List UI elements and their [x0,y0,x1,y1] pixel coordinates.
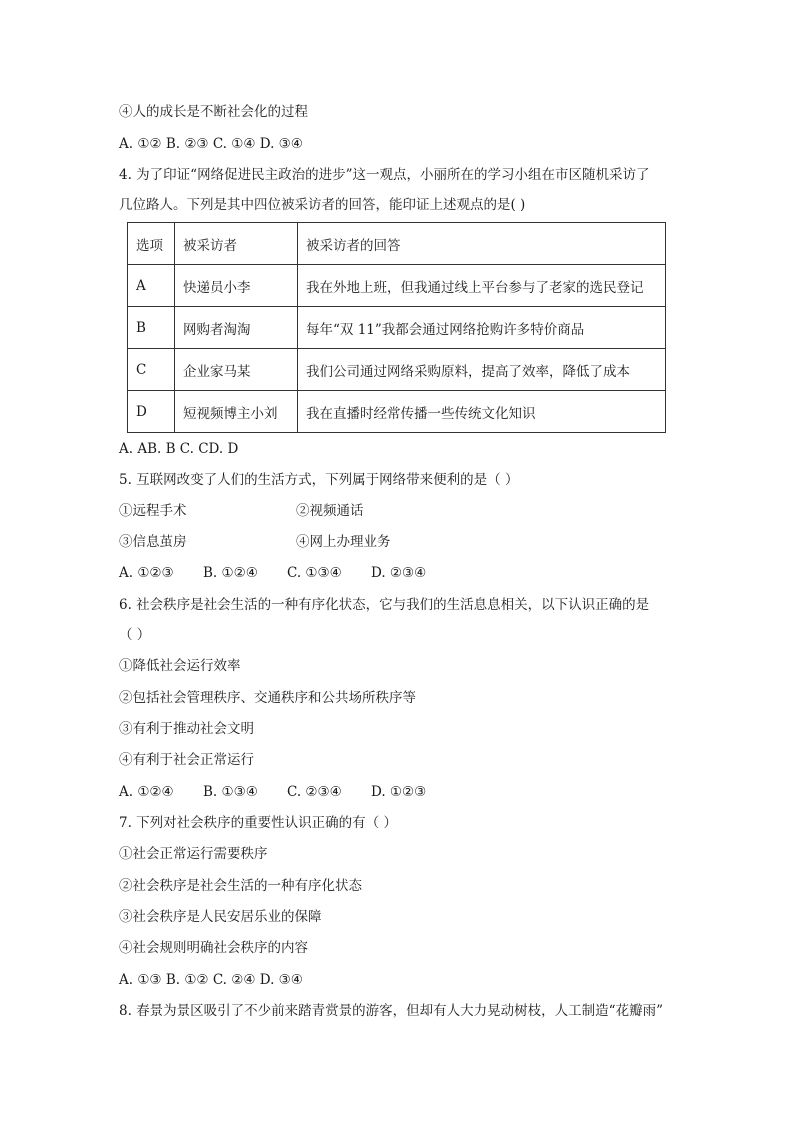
q7-options: A. ①③ B. ①② C. ②④ D. ③④ [119,972,303,988]
table-cell: D [128,391,175,433]
table-row [128,349,666,391]
q3-options: A. ①② B. ②③ C. ①④ D. ③④ [119,136,303,152]
table-header: 被采访者 [175,223,298,265]
table-header-row [128,223,666,265]
q5-item-3: ③信息茧房 [119,534,187,550]
q3-item-4: ④人的成长是不断社会化的过程 [119,104,308,120]
q4-stem-line-1: 4. 为了印证“网络促进民主政治的进步”这一观点，小丽所在的学习小组在市区随机采访了 [119,167,650,183]
q6-stem-line-1: 6. 社会秩序是社会生活的一种有序化状态，它与我们的生活息息相关，以下认识正确的是 [119,597,650,613]
q4-options: A. AB. B C. CD. D [119,441,239,457]
table-cell: B [128,307,175,349]
q6-item-4: ④有利于社会正常运行 [119,752,254,768]
option-c: C. ①③④ [287,565,342,581]
q4-table [127,222,666,433]
option-b: B. ①③④ [203,784,258,800]
table-cell: 企业家马某 [175,349,298,391]
table-cell: 我在直播时经常传播一些传统文化知识 [298,391,666,433]
q6-stem-line-2: （ ） [119,627,151,643]
q6-options [119,782,426,802]
table-row [128,265,666,307]
q4-stem-line-2: 几位路人。下列是其中四位被采访者的回答，能印证上述观点的是( ) [119,197,526,213]
option-a: A. ①②④ [119,784,174,800]
q5-item-1: ①远程手术 [119,503,187,519]
q7-item-3: ③社会秩序是人民安居乐业的保障 [119,909,322,925]
q5-options [119,563,426,583]
q7-stem: 7. 下列对社会秩序的重要性认识正确的有（ ） [119,815,397,831]
q6-item-3: ③有利于推动社会文明 [119,721,254,737]
table-header: 选项 [128,223,175,265]
q7-item-1: ①社会正常运行需要秩序 [119,846,268,862]
option-d: D. ①②③ [371,784,427,800]
table-row [128,307,666,349]
table-cell: 我们公司通过网络采购原料，提高了效率，降低了成本 [298,349,666,391]
table-cell: C [128,349,175,391]
q5-item-4: ④网上办理业务 [296,534,391,550]
q7-item-4: ④社会规则明确社会秩序的内容 [119,940,308,956]
option-d: D. ②③④ [371,565,427,581]
q8-stem-line-1: 8. 春景为景区吸引了不少前来踏青赏景的游客，但却有人大力晃动树枝，人工制造“花瓣雨” [119,1003,663,1019]
q6-item-2: ②包括社会管理秩序、交通秩序和公共场所秩序等 [119,690,416,706]
table-row [128,391,666,433]
q5-stem: 5. 互联网改变了人们的生活方式，下列属于网络带来便利的是（ ） [119,472,519,488]
table-cell: 快递员小李 [175,265,298,307]
table-cell: 我在外地上班，但我通过线上平台参与了老家的选民登记 [298,265,666,307]
table-header: 被采访者的回答 [298,223,666,265]
q5-item-2: ②视频通话 [296,503,364,519]
table-cell: A [128,265,175,307]
option-a: A. ①②③ [119,565,174,581]
option-b: B. ①②④ [203,565,258,581]
q7-item-2: ②社会秩序是社会生活的一种有序化状态 [119,878,362,894]
table-cell: 网购者淘淘 [175,307,298,349]
table-cell: 每年“双 11”我都会通过网络抢购许多特价商品 [298,307,666,349]
option-c: C. ②③④ [287,784,342,800]
q6-item-1: ①降低社会运行效率 [119,658,241,674]
table-cell: 短视频博主小刘 [175,391,298,433]
